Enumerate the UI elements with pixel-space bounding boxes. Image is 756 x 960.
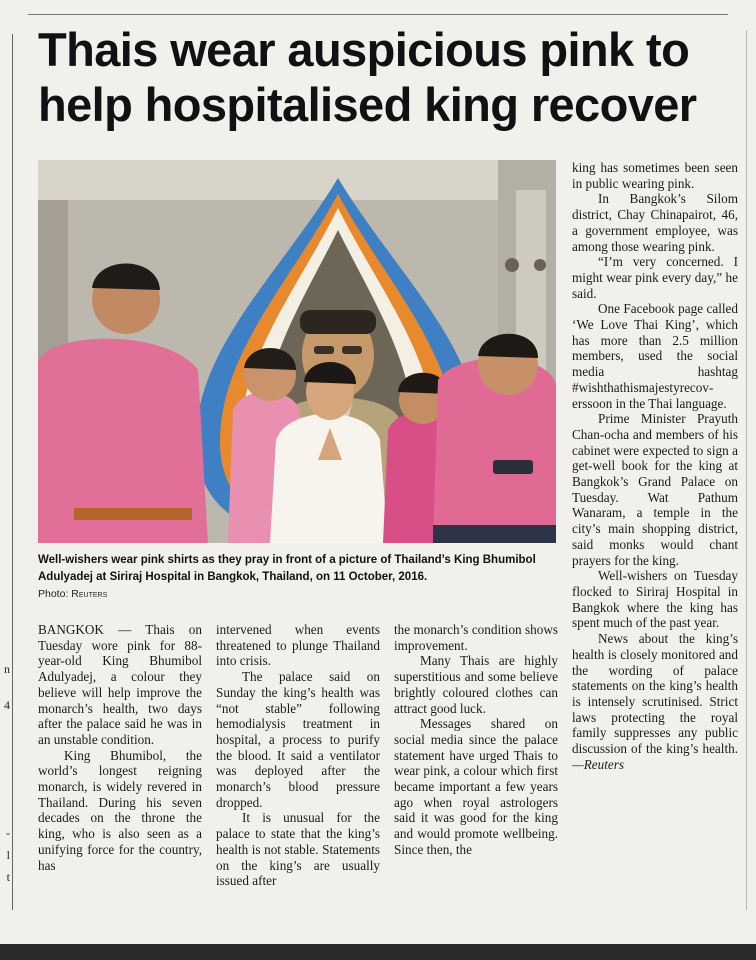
article-paragraph-text: News about the king’s health is closely monitored and the wording of palace statements on the king’s health is intensely scrutinised. Strict laws protecting the royal family suppresses any public discussion of the king’s health. <box>572 631 738 757</box>
photo-illustration <box>38 160 556 543</box>
article-paragraph: the monarch’s condition shows improvement. <box>394 622 558 653</box>
article-paragraph: BANGKOK — Thais on Tuesday wore pink for 88-year-old King Bhumibol Adulyadej, a colour they believe will help improve the monarch’s health, two days after the palace said he was in an unstable condition. <box>38 622 202 747</box>
article-paragraph: The palace said on Sunday the king’s health was “not stable” following hemodialysis treatment in hospital, a process to purify the blood. It said a ventilator was deployed after the monarch’s blood pressure dropped. <box>216 669 380 810</box>
margin-bleed-char: t <box>6 870 10 884</box>
news-photo <box>38 160 556 543</box>
article-paragraph: One Facebook page called ‘We Love Thai King’, which has more than 2.5 million members, used the social media hashtag #wishthathismajestyrecoverssoon in the Thai language. <box>572 301 738 411</box>
top-rule <box>28 0 728 15</box>
headline-line-2: help hospitalised king recover <box>38 78 697 131</box>
photo-credit-label: Photo: <box>38 588 69 600</box>
article-paragraph-last <box>572 631 738 772</box>
article-column-2 <box>216 622 380 889</box>
article-paragraph: Messages shared on social media since the palace statement have urged Thais to wear pink, a colour which first became important a few years ago when royal astrologers said it was good for the king and would promote wellbeing. Since then, the <box>394 716 558 857</box>
footer-bar <box>0 944 756 960</box>
article-paragraph: intervened when events threatened to plunge Thailand into crisis. <box>216 622 380 669</box>
left-column-rule <box>0 34 13 910</box>
photo-credit-source: Reuters <box>71 588 108 600</box>
photo-caption: Well-wishers wear pink shirts as they pray in front of a picture of Thailand’s King Bhumibol Adulyadej at Siriraj Hospital in Bangkok, Thailand, on 11 October, 2016. <box>38 554 536 583</box>
margin-bleed-char: 4 <box>4 698 10 712</box>
article-paragraph: In Bangkok’s Silom district, Chay Chinapairot, 46, a government employee, was among those wearing pink. <box>572 191 738 254</box>
article-paragraph: Well-wishers on Tuesday flocked to Siriraj Hospital in Bangkok where the king has spent much of the past year. <box>572 568 738 631</box>
right-column-rule <box>746 30 747 910</box>
article-column-1 <box>38 622 202 873</box>
article-paragraph: It is unusual for the palace to state that the king’s health is not stable. Statements on the king’s are usually issued after <box>216 810 380 889</box>
article-paragraph: king has sometimes been seen in public wearing pink. <box>572 160 738 191</box>
margin-bleed-char: n <box>4 662 10 676</box>
article-paragraph: “I’m very concerned. I might wear pink every day,” he said. <box>572 254 738 301</box>
photo-credit <box>38 588 107 600</box>
article-column-4 <box>572 160 738 772</box>
article-paragraph: Many Thais are highly superstitious and some believe brightly coloured clothes can attract good luck. <box>394 653 558 716</box>
article-column-3 <box>394 622 558 858</box>
margin-bleed-char: - <box>6 826 10 840</box>
article-byline: —Reuters <box>572 756 625 772</box>
headline-line-1: Thais wear auspicious pink to <box>38 23 690 76</box>
article-paragraph: King Bhumibol, the world’s longest reigning monarch, is widely revered in Thailand. During his seven decades on the throne the king, who is also seen as a unifying force for the country, has <box>38 747 202 873</box>
margin-bleed-char: l <box>6 848 10 862</box>
headline <box>38 22 738 132</box>
article-paragraph: Prime Minister Prayuth Chan-ocha and members of his cabinet were expected to sign a get-well book for the king at Bangkok’s Grand Palace on Tuesday. Wat Pathum Wanaram, a temple in the city’s main shopping district, said monks would chant prayers for the king. <box>572 411 738 568</box>
